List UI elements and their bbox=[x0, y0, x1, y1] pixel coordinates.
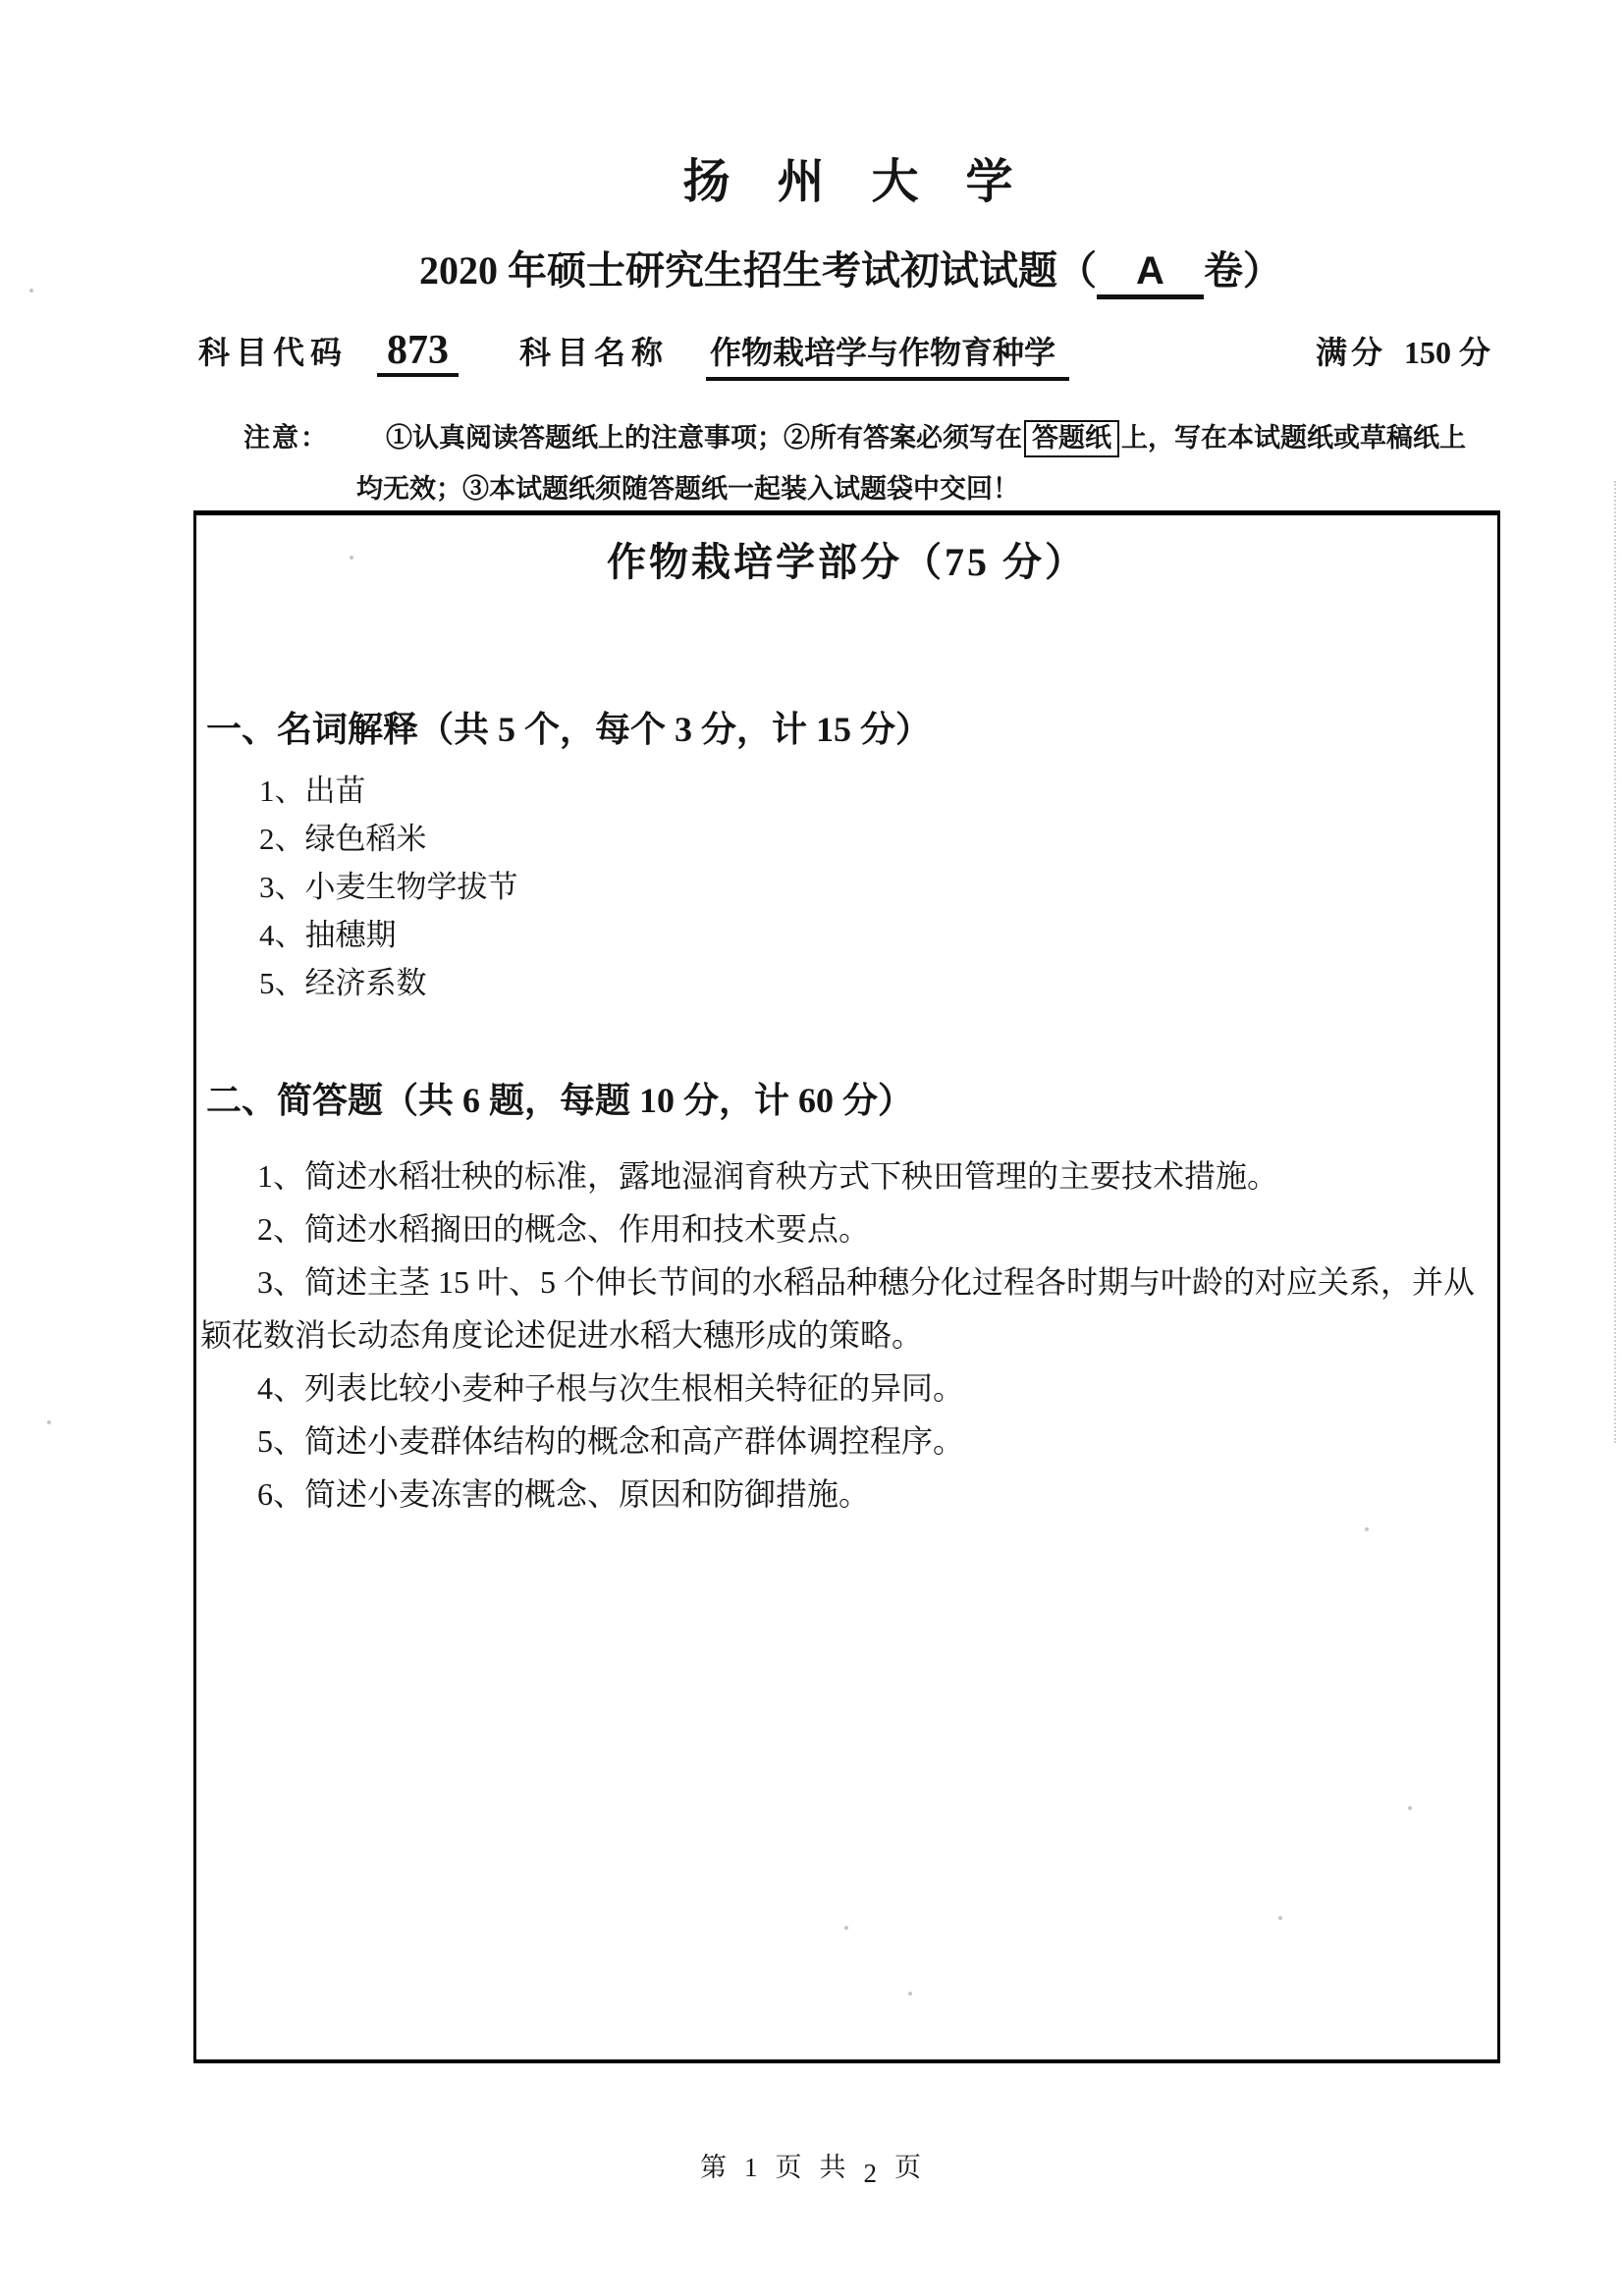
term-item: 3、小麦生物学拔节 bbox=[259, 870, 518, 904]
question-item: 6、简述小麦冻害的概念、原因和防御措施。 bbox=[257, 1476, 871, 1512]
scan-speck bbox=[1408, 1806, 1412, 1810]
notice-label: 注意： bbox=[243, 423, 329, 453]
scan-artifact-line bbox=[1614, 481, 1616, 1443]
term-item: 5、经济系数 bbox=[259, 966, 427, 1000]
scan-speck bbox=[1365, 1527, 1369, 1531]
footer-text: 共 bbox=[819, 2153, 848, 2182]
full-score-label: 满分 bbox=[1315, 335, 1386, 370]
term-item: 2、绿色稻米 bbox=[259, 822, 427, 856]
section-2-items bbox=[200, 1149, 1490, 1521]
scan-speck bbox=[350, 556, 353, 560]
subject-row bbox=[198, 328, 1490, 381]
scan-speck bbox=[47, 1420, 51, 1424]
footer-text: 页 bbox=[894, 2153, 923, 2182]
section-1-heading: 一、名词解释（共 5 个，每个 3 分，计 15 分） bbox=[206, 710, 932, 749]
page-total: 2 bbox=[863, 2159, 879, 2188]
scan-speck bbox=[1278, 1916, 1282, 1920]
subject-code-value: 873 bbox=[377, 330, 459, 377]
subject-code-label: 科目代码 bbox=[198, 335, 349, 370]
scan-speck bbox=[29, 289, 33, 293]
notice-line-1 bbox=[386, 412, 1502, 463]
scan-speck bbox=[908, 1992, 912, 1996]
exam-subtitle-suffix: 卷） bbox=[1203, 248, 1282, 293]
answer-sheet-boxed-label: 答题纸 bbox=[1024, 420, 1119, 457]
notice-line-2: 均无效；③本试题纸须随答题纸一起装入试题袋中交回！ bbox=[356, 474, 1019, 504]
notice-line1-part1: ①认真阅读答题纸上的注意事项；②所有答案必须写在 bbox=[386, 423, 1022, 453]
question-item: 1、简述水稻壮秧的标准，露地湿润育秧方式下秧田管理的主要技术措施。 bbox=[257, 1158, 1279, 1194]
page-footer bbox=[0, 2146, 1623, 2188]
term-item: 4、抽穗期 bbox=[259, 918, 397, 952]
question-item: 3、简述主茎 15 叶、5 个伸长节间的水稻品种穗分化过程各时期与叶龄的对应关系，并从颖花数消长动态角度论述促进水稻大穗形成的策略。 bbox=[200, 1264, 1476, 1353]
section-2-heading: 二、简答题（共 6 题，每题 10 分，计 60 分） bbox=[206, 1081, 914, 1120]
question-item: 4、列表比较小麦种子根与次生根相关特征的异同。 bbox=[257, 1370, 965, 1406]
notice-body bbox=[356, 412, 1502, 514]
question-item: 2、简述水稻搁田的概念、作用和技术要点。 bbox=[257, 1211, 871, 1247]
part-title: 作物栽培学部分（75 分） bbox=[607, 540, 1087, 584]
footer-text: 第 bbox=[700, 2153, 729, 2182]
exam-paper-box bbox=[193, 510, 1500, 2063]
notice-line1-part2: 上，写在本试题纸或草稿纸上 bbox=[1121, 423, 1466, 453]
exam-variant: A bbox=[1136, 249, 1164, 293]
full-score-value: 150 分 bbox=[1403, 335, 1490, 370]
term-item: 1、出苗 bbox=[259, 774, 366, 808]
subject-name-label: 科目名称 bbox=[519, 335, 670, 370]
scan-speck bbox=[844, 1926, 848, 1930]
footer-text: 页 bbox=[775, 2153, 804, 2182]
exam-subtitle-prefix: 2020 年硕士研究生招生考试初试试题（ bbox=[419, 248, 1098, 293]
notice-block bbox=[243, 412, 1502, 514]
question-item: 5、简述小麦群体结构的概念和高产群体调控程序。 bbox=[257, 1423, 965, 1459]
scan-speck bbox=[864, 438, 868, 442]
university-title: 扬 州 大 学 bbox=[682, 156, 1019, 208]
section-1-items bbox=[259, 767, 518, 1007]
exam-variant-underline bbox=[1097, 251, 1204, 299]
page-current: 1 bbox=[744, 2153, 760, 2182]
subject-name-value: 作物栽培学与作物育种学 bbox=[706, 328, 1069, 381]
exam-subtitle bbox=[39, 240, 1623, 299]
